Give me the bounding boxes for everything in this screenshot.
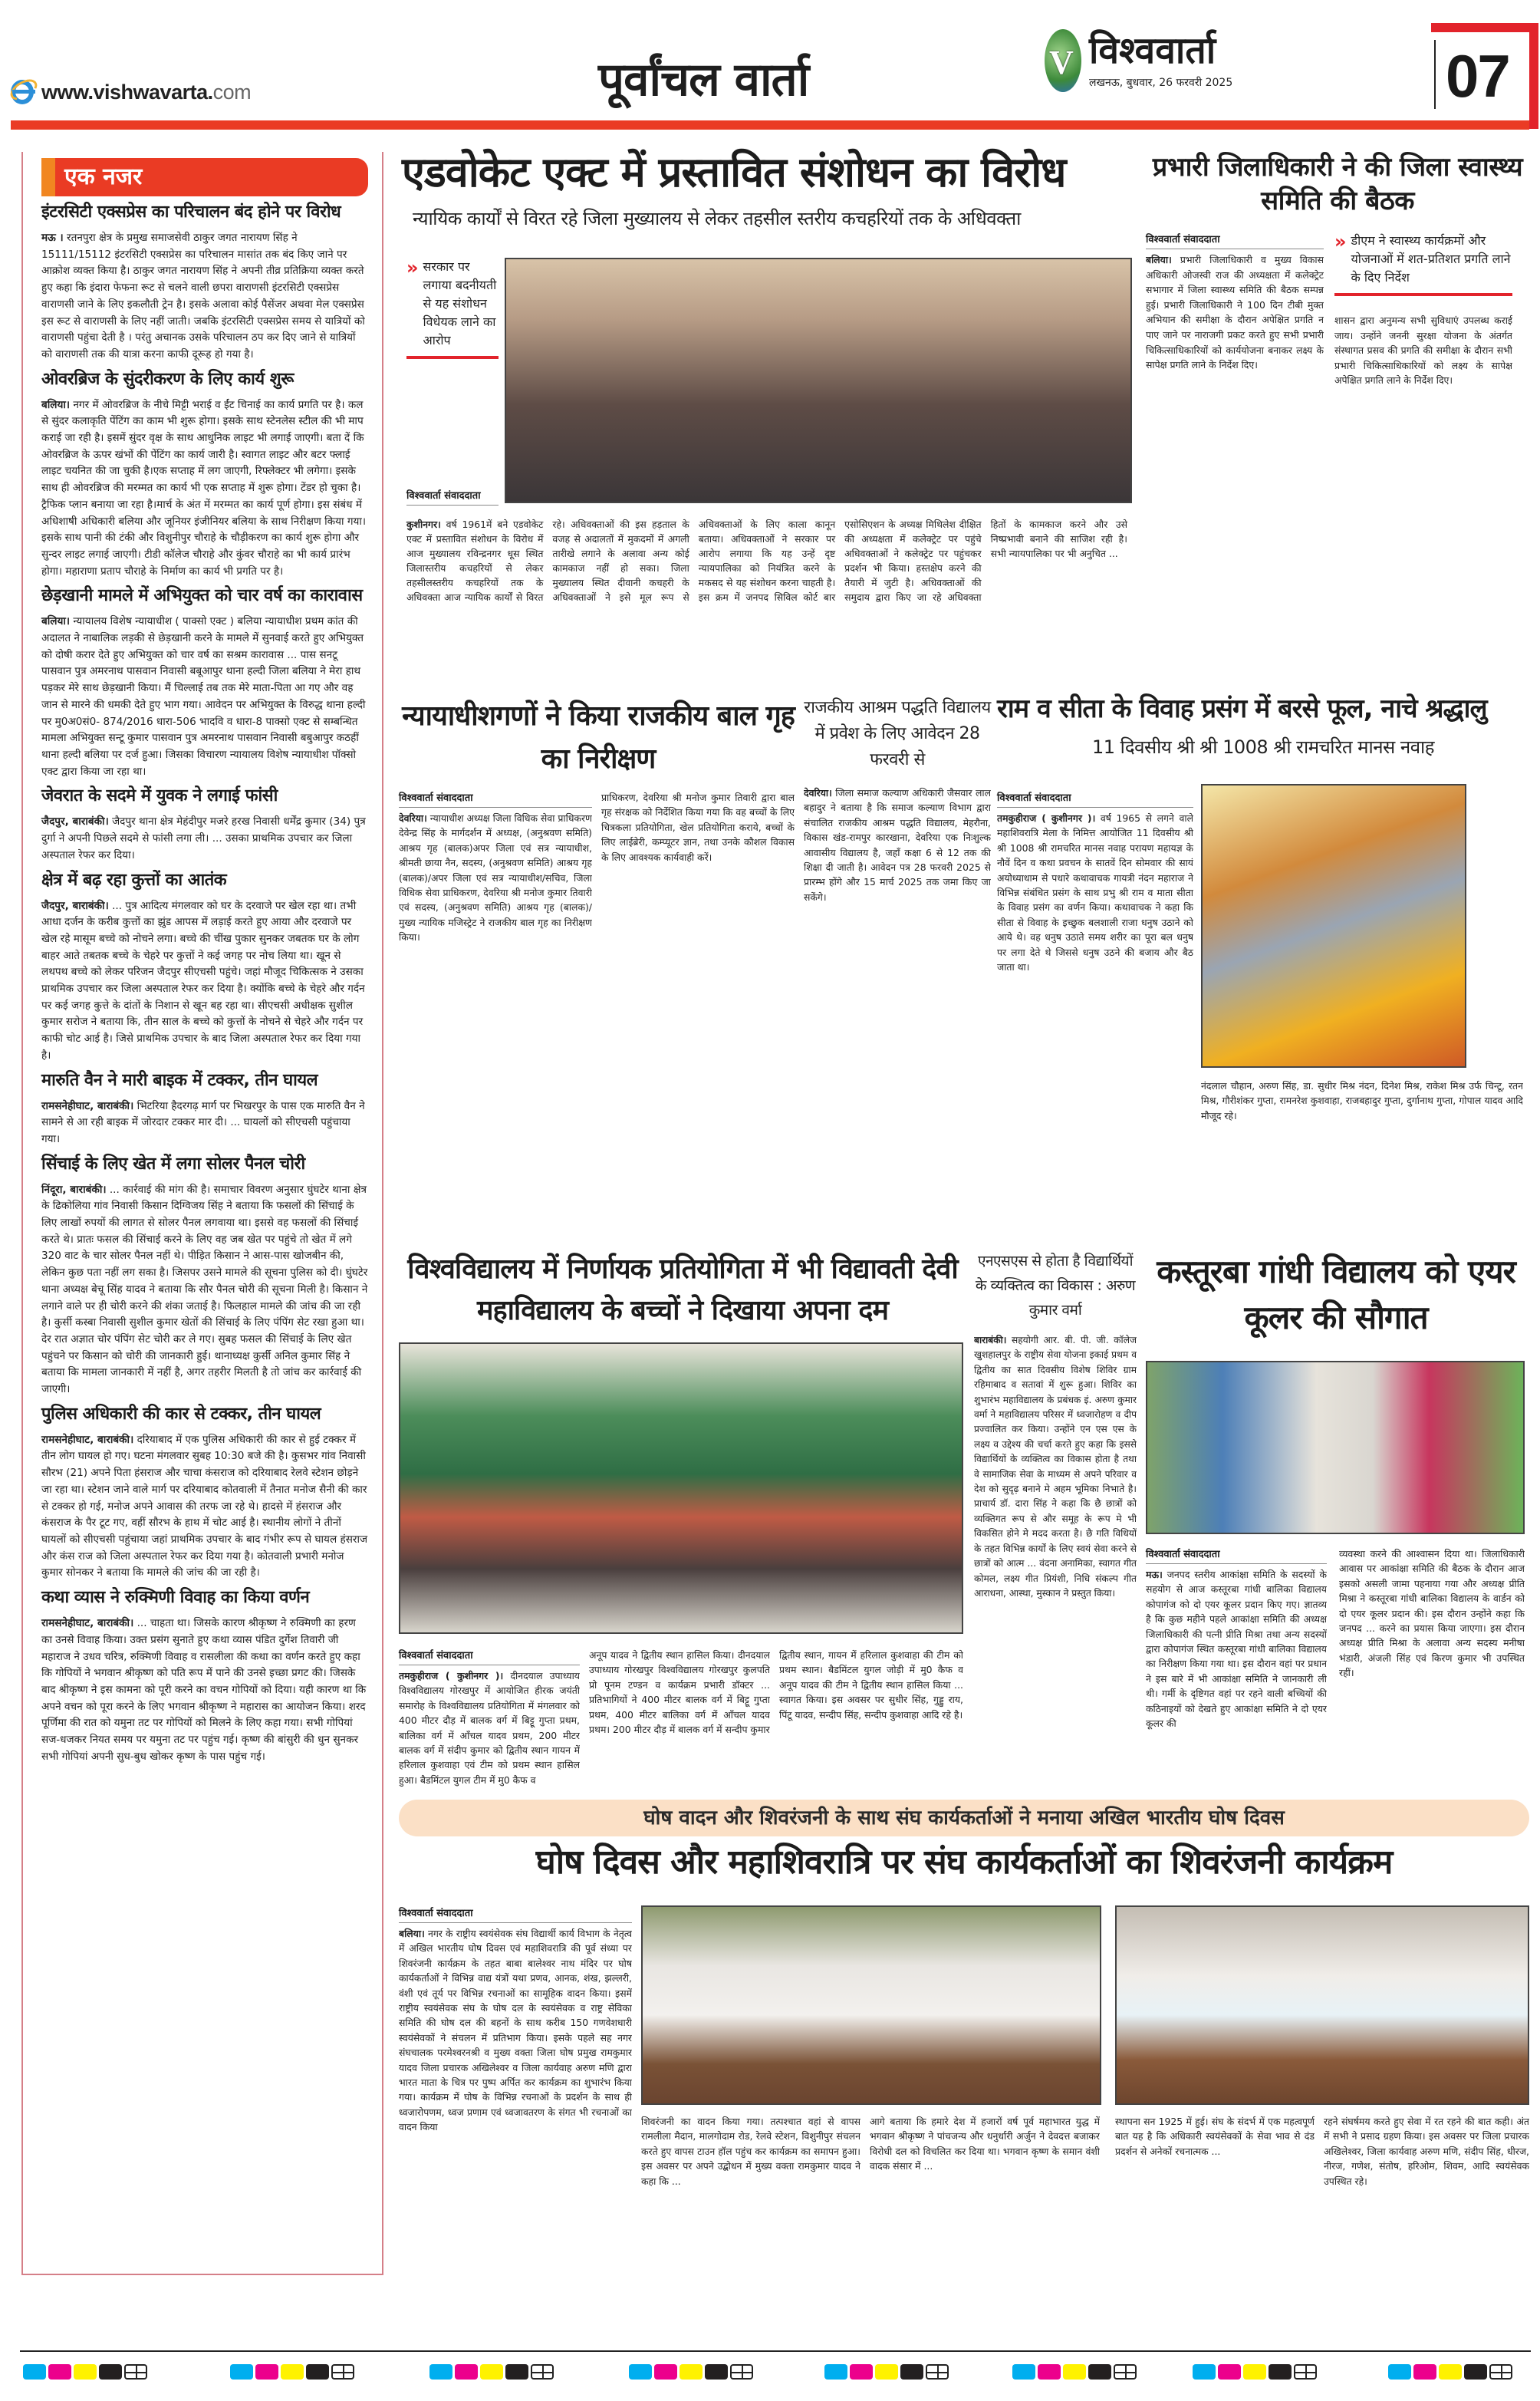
site-url-text[interactable]: www.vishwavarta.com [41, 80, 252, 104]
lead-sidebar [406, 258, 499, 359]
brief-body: जैदपुर, बाराबंकी। ... पुत्र आदित्य मंगलवार को घर के दरवाजे पर खेल रहा था। तभी आधा दर्जन के करीब कुत्तों का झुंड आपस में लड़ाई करते हुए आया और दरवाजे पर खेल रहे मासूम बच्चे को नोचने लगा। बच्चे की चींख पुकार सुनकर जबतक घर के लोग बाहर आते तबतक बच्चे के चेहरे पर कुत्तों ने कई जगह पर नोच लिया था। खून से लथपथ बच्चे को लेकर परिजन जैदपुर सीएचसी पहुंचे। जहां मौजूद चिकित्सक ने उसका प्राथमिक उपचार कर जिला अस्पताल रेफर कर दिया है। क्योंकि बच्चे के चेहरे और गर्दन पर कई जगह कुत्ते के दांतों के निशान से खून बह रहा था। सीएचसी अधीक्षक सुशील कुमार सरोज ने बताया कि, तीन साल के बच्चे को कुत्तों के नोचने से चेहरे और गर्दन पर काफी चोट आई है। जिसे प्राथमिक उपचार के बाद जिला अस्पताल रेफर कर दिया गया है। [41, 899, 365, 1062]
cmyk-swatch [1038, 2364, 1061, 2380]
cmyk-swatch [1243, 2364, 1266, 2380]
brief-headline: क्षेत्र में बढ़ रहा कुत्तों का आतंक [41, 870, 227, 890]
byline: विश्ववार्ता संवाददाता [399, 1648, 580, 1665]
brief-story [41, 869, 368, 1065]
health-headline: प्रभारी जिलाधिकारी ने की जिला स्वास्थ्य समिति की बैठक [1152, 152, 1523, 216]
cmyk-swatch [705, 2364, 728, 2380]
ghosh-banner: घोष वादन और शिवरंजनी के साथ संघ कार्यकर्ताओं ने मनाया अखिल भारतीय घोष दिवस [399, 1800, 1529, 1836]
cmyk-swatch [1269, 2364, 1292, 2380]
brief-headline: सिंचाई के लिए खेत में लगा सोलर पैनल चोरी [41, 1154, 305, 1174]
ashram-body: देवरिया। जिला समाज कल्याण अधिकारी जैसवार लाल बहादुर ने बताया है कि समाज कल्याण विभाग द्वारा संचालित राजकीय आश्रम पद्धति विद्यालय, मेहरौना, विकास खंड-रामपुर कारखाना, देवरिया एक निःशुल्क आवासीय विद्यालय है, जहाँ कक्षा 6 से 12 तक की शिक्षा दी जाती है। आवेदन पत्र 28 फरवरी 2025 से प्रारम्भ होंगे और 15 मार्च 2025 तक जमा किए जा सकेंगे। [804, 787, 991, 903]
cmyk-swatch [281, 2364, 304, 2380]
cmyk-swatch [230, 2364, 253, 2380]
brief-story [41, 201, 368, 364]
ghosh-story [399, 1844, 1529, 2343]
globe-logo-icon: V [1045, 29, 1081, 92]
brief-headline: इंटरसिटी एक्सप्रेस का परिचालन बंद होने पर विरोध [41, 203, 341, 222]
university-headline: विश्वविद्यालय में निर्णायक प्रतियोगिता में भी विद्यावती देवी महाविद्यालय के बच्चों ने दिखाया अपना दम [407, 1253, 958, 1326]
ghosh-body: बलिया। नगर के राष्ट्रीय स्वयंसेवक संघ विद्यार्थी कार्य विभाग के नेतृत्व में अखिल भारतीय घोष दिवस एवं महाशिवरात्रि की पूर्व संध्या पर शिवरंजनी कार्यक्रम के तहत बाबा बालेश्वर नाथ मंदिर पर घोष कार्यकर्ताओं ने विभिन्न वाद्य यंत्रों यथा प्रणव, आनक, शंख, झल्लरी, वंशी एवं तूर्य पर विभिन्न रचनाओं का सामूहिक वादन किया। इसमें राष्ट्रीय स्वयंसेवक संघ के घोष दल के स्वयंसेवक व राष्ट्र सेविका समिति की घोष दल की बहनों के साथ करीब 150 गणवेशधारी स्वयंसेवकों ने संचलन में प्रतिभाग किया। इसके पहले सह नगर संघचालक परमेश्वरनश्री व मुख्य वक्ता जिला घोष प्रमुख रामकुमार यादव जिला प्रचारक अखिलेश्वर व जिला कार्यवाह अरुण मणि द्वारा भारत माता के चित्र पर पुष्प अर्पित कर कार्यक्रम का शुभारंभ किया गया। कार्यक्रम में घोष के विभिन्न रचनाओं के प्रदर्शन के साथ ही ध्वजारोपणम, ध्वज प्रणाम एवं ध्वजावतरण के संगत भी रचनाओं का वादन किया [399, 1928, 632, 2133]
chevron-quote-icon: » [406, 257, 419, 278]
cmyk-swatch [255, 2364, 278, 2380]
brief-headline: जेवरात के सदमे में युवक ने लगाई फांसी [41, 786, 278, 806]
cmyk-swatch [505, 2364, 528, 2380]
brief-body: रामसनेहीघाट, बाराबंकी। ... चाहता था। जिसके कारण श्रीकृष्ण ने रुक्मिणी का हरण का उनसे विवाह किया। उक्त प्रसंग सुनाते हुए कथा व्यास पंडित दुर्गेश तिवारी जी महाराज ने उधव चरित्र, रुक्मिणी विवाह व रासलीला की कथा का वर्णन करते हुए कहा कि गोपियों ने भगवान श्रीकृष्ण को पति रूप में पाने की उनसे इच्छा प्रगट की। जिसके बाद श्रीकृष्ण ने इस कामना को पूरी करने का वचन गोपियों को दिया। यही कारण था कि अपने वचन को पूरा करने के लिए भगवान श्रीकृष्ण ने महारास का आयोजन किया। शरद पूर्णिमा की रात को यमुना तट पर गोपियों को मिलने के लिए कहा गया। सभी गोपियां सज-धजकर नियत समय पर यमुना तट पर पहुंच गई। कृष्ण की बांसुरी की धुन सुनकर सभी गोपियां अपनी सुध-बुध खोकर कृष्ण के पास पहुंच गई। [41, 1617, 367, 1763]
brief-story [41, 785, 368, 864]
university-col-1 [399, 1648, 580, 1799]
brief-body: जैदपुर, बाराबंकी। जैदपुर थाना क्षेत्र मेहंदीपुर मजरे हरख निवासी धर्मेंद्र कुमार (34) पुत्र दुर्गा ने अपनी पिछले सदमे से फांसी लगा ली। ... उसका प्राथमिक उपचार कर जिला अस्पताल रेफर कर दिया। [41, 815, 366, 861]
brief-headline: पुलिस अधिकारी की कार से टक्कर, तीन घायल [41, 1404, 321, 1424]
brief-headline: ओवरब्रिज के सुंदरीकरण के लिए कार्य शुरू [41, 369, 294, 389]
cmyk-swatch [306, 2364, 329, 2380]
chevron-quote-icon: » [1334, 231, 1347, 252]
cmyk-swatch [1413, 2364, 1436, 2380]
university-body: तमकुहीराज ( कुशीनगर )। दीनदयाल उपाध्याय विश्वविद्यालय गोरखपुर में आयोजित हीरक जयंती समारोह के विश्वविद्यालय प्रतियोगिता में मंगलवार को 400 मीटर दौड़ में बालक वर्ग में बिट्टू गुप्ता प्रथम, बालिका वर्ग में आँचल यादव प्रथम, 200 मीटर बालक वर्ग में संदीप कुमार को द्वितीय स्थान गायन में हरिलाल कुशवाहा एवं टीम को प्रथम स्थान हासिल हुआ। बैडमिंटल युगल टीम में मु0 कैफ व [399, 1670, 580, 1786]
judges-col-1 [399, 790, 592, 1240]
cmyk-swatch [74, 2364, 97, 2380]
cmyk-swatch [900, 2364, 923, 2380]
ashram-headline: राजकीय आश्रम पद्धति विद्यालय में प्रवेश के लिए आवेदन 28 फरवरी से [804, 698, 991, 769]
registration-crosshair-icon [926, 2364, 949, 2380]
health-story [1146, 150, 1529, 680]
judges-story [399, 695, 798, 1240]
cmyk-strip [629, 2364, 753, 2380]
cmyk-swatch [1218, 2364, 1241, 2380]
ghosh-body-cont-2: आगे बताया कि हमारे देश में हजारों वर्ष पूर्व महाभारत युद्ध में भगवान श्रीकृष्ण ने पांचजन्य और धनुर्धारी अर्जुन ने देवदत्त बजाकर विरोधी दल को विचलित कर दिया था। भगवान कृष्ण के समान वंशी वादक संसार में ... [870, 2116, 1100, 2172]
cmyk-swatch [1088, 2364, 1111, 2380]
rss-band-drums-photo [1115, 1905, 1529, 2105]
health-body: बलिया। प्रभारी जिलाधिकारी व मुख्य विकास अधिकारी ओजस्वी राज की अध्यक्षता में कलेक्ट्रेट सभागार में जिला स्वास्थ्य समिति की बैठक सम्पन्न हुई। प्रभारी जिलाधिकारी ने 100 दिन टीबी मुक्त अभियान की समीक्षा के दौरान अपेक्षित प्रगति न पाए जाने पर नाराजगी प्रकट करते हुए सभी प्रभारी चिकित्साधिकारियों को कार्ययोजना बनाकर लक्ष्य के सापेक्ष प्रगति लाने के निर्देश दिए। [1146, 254, 1324, 371]
brief-body: रामसनेहीघाट, बाराबंकी। भिटरिया हैदरगढ़ मार्ग पर भिखरपुर के पास एक मारुति वैन ने सामने से आ रही बाइक में जोरदार टक्कर मार दी। ... घायलों को सीएचसी पहुंचाया गया। [41, 1099, 365, 1145]
masthead-rule [11, 120, 1529, 130]
cmyk-swatch [1464, 2364, 1487, 2380]
cmyk-strip [429, 2364, 554, 2380]
advocates-protest-photo [505, 258, 1132, 503]
kasturba-body-cont: व्यवस्था करने की आश्वासन दिया था। जिलाधिकारी आवास पर आकांक्षा समिति की बैठक के दौरान आज इसको असली जामा पहनाया गया और अध्यक्ष प्रीति मिश्रा ने कस्तूरबा गांधी बालिका विद्यालय के वार्डन को दो एयर कूलर प्रदान की। इस दौरान उन्होंने कहा कि जनपद ... करने का प्रयास किया जाएगा। इस दौरान अध्यक्ष प्रीति मिश्रा के अलावा अन्य सदस्य मनीषा भंडारी, अंजली सिंह एवं किरण कुमार भी उपस्थित रहीं। [1339, 1548, 1525, 1679]
cmyk-swatch [48, 2364, 71, 2380]
pull-quote: » सरकार पर लगाया बदनीयती से यह संशोधन विधेयक लाने का आरोप [406, 258, 499, 350]
cmyk-swatch [1193, 2364, 1216, 2380]
kasturba-story [1143, 1249, 1529, 1786]
brief-story [41, 1586, 368, 1765]
byline: विश्ववार्ता संवाददाता [399, 790, 592, 808]
ek-nazar-column [21, 152, 383, 2275]
ram-sita-body: तमकुहीराज ( कुशीनगर )। वर्ष 1965 से लगने वाले महाशिवरात्रि मेला के निमित्त आयोजित 11 दिवसीय श्री श्री 1008 श्री रामचरित मानस नवाह परायण महायज्ञ के नौवें दिन व कथा प्रवचन के सातवें दिन सोमवार की सायं अयोध्याधाम से पधारे कथावाचक गायत्री नंदन महाराज ने विभिन्न संबंधित प्रसंग के साथ प्रभु श्री राम व माता सीता के विवाह प्रसंग का वर्णन किया। कथावाचक ने कहा कि सीता से विवाह के इच्छुक बलशाली राजा धनुष उठाने को आये थे। वह धनुष उठाते समय शरीर का पूरा बल धनुष पर लगा देते थे जिससे धनुष उठने की बजाय और बैठ जाता था। [997, 812, 1193, 973]
registration-crosshair-icon [730, 2364, 753, 2380]
cmyk-strip [230, 2364, 354, 2380]
rss-band-flute-photo [641, 1905, 1101, 2105]
ghosh-body-cont-3: स्थापना सन 1925 में हुई। संघ के संदर्भ में एक महत्वपूर्ण बात यह है कि अधिकारी स्वयंसेवकों के सेवा भाव से दंड प्रदर्शन से अनेकों रचनात्मक ... [1115, 2116, 1315, 2157]
ie-browser-icon [11, 80, 34, 104]
health-right [1334, 232, 1512, 650]
judges-body-cont: प्राधिकरण, देवरिया श्री मनोज कुमार तिवारी द्वारा बाल गृह संरक्षक को निर्देशित किया गया कि वह बच्चों के लिए चित्रकला प्रतियोगिता, खेल प्रतियोगिता कराये, बच्चों के लिए लाईब्रेरी, कम्प्यूटर ज्ञान, तथा उनके कौशल विकास के लिए आवश्यक कार्यवाही करें। [601, 792, 795, 863]
cmyk-swatch [875, 2364, 898, 2380]
ram-sita-story [997, 695, 1529, 1240]
nss-story [974, 1249, 1137, 1786]
ghosh-col-1 [399, 1905, 632, 2356]
health-left [1146, 232, 1324, 682]
ghosh-headline: घोष दिवस और महाशिवरात्रि पर संघ कार्यकर्ताओं का शिवरंजनी कार्यक्रम [535, 1843, 1393, 1882]
site-url[interactable] [11, 80, 251, 104]
pull-quote: » डीएम ने स्वास्थ्य कार्यक्रमों और योजनाओं में शत-प्रतिशत प्रगति लाने के दिए निर्देश [1334, 232, 1512, 287]
page-number: 07 [1446, 42, 1509, 110]
cmyk-swatch [1012, 2364, 1035, 2380]
section-title: पूर्वांचल वार्ता [598, 53, 809, 107]
footer-rule [20, 2350, 1531, 2352]
cmyk-swatch [1439, 2364, 1462, 2380]
registration-crosshair-icon [124, 2364, 147, 2380]
cmyk-swatch [680, 2364, 703, 2380]
cmyk-swatch [824, 2364, 847, 2380]
cmyk-swatch [480, 2364, 503, 2380]
brand [1045, 29, 1232, 92]
ram-sita-body-cont: नंदलाल चौहान, अरुण सिंह, डा. सुधीर मिश्र नंदन, दिनेश मिश्र, राकेश मिश्र उर्फ चिन्टू, रतन मिश्र, गौरीशंकर गुप्ता, रामनरेश कुशवाहा, राजबहादुर गुप्ता, दुर्गानाथ गुप्ता, गोपाल यादव आदि मौजूद रहे। [1201, 1080, 1523, 1121]
registration-crosshair-icon [531, 2364, 554, 2380]
judges-headline: न्यायाधीशगणों ने किया राजकीय बाल गृह का निरीक्षण [402, 700, 795, 775]
cmyk-strip [1012, 2364, 1137, 2380]
university-body-cont-2: द्वितीय स्थान, गायन में हरिलाल कुशवाहा की टीम को प्रथम स्थान। बैडमिंटल युगल जोड़ी में मु0 कैफ व अनूप यादव की टीम ने द्वितीय स्थान हासिल किया ... स्वागत किया। इस अवसर पर सुधीर सिंह, गुड्डु राय, पिंटू यादव, सन्दीप सिंह, सन्दीप कुशवाहा आदि रहे है। [779, 1649, 963, 1721]
cmyk-swatch [99, 2364, 122, 2380]
brief-story [41, 1069, 368, 1148]
registration-crosshair-icon [1294, 2364, 1317, 2380]
lead-story [399, 150, 1135, 680]
brief-story [41, 585, 368, 780]
byline: विश्ववार्ता संवाददाता [1146, 1546, 1327, 1564]
cmyk-swatch [850, 2364, 873, 2380]
brief-body: बलिया। नगर में ओवरब्रिज के नीचे मिट्टी भराई व ईंट चिनाई का कार्य प्रगति पर है। कल से सुंदर कलाकृति पेंटिंग का काम भी शुरू होगा। इसके साथ स्टेनलेस स्टील की भी माप कराई जा रही है। इसमें सुंदर वृक्ष के साथ आधुनिक लाइट भी लगाई जाएगी। बता दें कि ओवरब्रिज के ऊपर खंभों की पेंटिंग का कार्य जारी है। स्वागत लाइट और बटर फ्लाई लाइट चयनित की जा चुकी है।एक सप्ताह में लग जाएगी, रिफ्लेक्टर भी लगेगा। इसके साथ ही ओवरब्रिज की मरम्मत का कार्य भी एक सप्ताह में शुरू होगा। टेंडर हो चुका है। ट्रैफिक प्लान बनाया जा रहा है।मार्च के अंत में मरम्मत का कार्य पूर्ण होगा। इस संबंध में अधिशाषी अधिकारी बलिया और जूनियर इंजीनियर बलिया के साथ निरीक्षण किया गया। इसके साथ पानी की टंकी और विशुनीपुर चौराहे के चौड़ीकरण का कार्य शुरू होगा और सुन्दर लाइट लगाई जाएगी। टीडी कॉलेज चौराहे और कुंवर चौराहे का भी कार्य प्रारंभ होगा। महाराणा प्रताप चौराहे के निर्माण का कार्य भी प्रगति पर है। [41, 398, 367, 578]
cmyk-swatch [429, 2364, 452, 2380]
section-label: एक नजर [41, 158, 368, 196]
byline: विश्ववार्ता संवाददाता [399, 1905, 632, 1923]
cmyk-swatch [1063, 2364, 1086, 2380]
cmyk-swatch [23, 2364, 46, 2380]
cmyk-strip [1193, 2364, 1317, 2380]
ram-sita-col [997, 790, 1193, 1240]
brief-body: रामसनेहीघाट, बाराबंकी। दरियाबाद में एक पुलिस अधिकारी की कार से हुई टक्कर में तीन लोग घायल हो गए। घटना मंगलवार सुबह 10:30 बजे की है। कुसभर गांव निवासी सौरभ (21) अपने पिता हंसराज और चाचा कंसराज को दरियाबाद रेलवे स्टेशन छोड़ने जा रहा था। स्टेशन जाने वाले मार्ग पर दरियाबाद कोतवाली में तैनात मनोज सैनी की कार से टक्कर हो गई, मनोज अपने आवास की तरफ जा रहे थे। हादसे में हंसराज और कंसराज के पैर टूट गए, वहीं सौरभ के हाथ में चोट आई है। स्थानीय लोगों ने तीनों घायलों को सीएचसी पहुंचाया जहां प्राथमिक उपचार के बाद गंभीर रूप से घायल हंसराज और कंस राज को जिला अस्पताल रेफर कर दिया गया है। कोतवाली प्रभारी मनोज कुमार सोनकर ने बताया कि मामले की जांच की जा रही है। [41, 1433, 368, 1579]
kasturba-body: मऊ। जनपद स्तरीय आकांक्षा समिति के सदस्यों के सहयोग से आज कस्तूरबा गांधी बालिका विद्यालय कोपागंज को दो एयर कूलर प्रदान किए गए। ज्ञातव्य है कि कुछ महीने पहले आकांक्षा समिति की अध्यक्ष जिलाधिकारी की पत्नी प्रीति मिश्रा तथा अन्य सदस्यों द्वारा कोपागंज स्थित कस्तूरबा गांधी बालिका विद्यालय का निरीक्षण किया गया था। इस दौरान वहां पर प्रधान ने इस बारे में भी आकांक्षा समिति ने जानकारी ली थी। गर्मी के दृष्टिगत वहां पर रहने वाली बच्चियों की कठिनाइयों को देखते हुए आकांक्षा समिति ने दो एयर कूलर की [1146, 1569, 1327, 1730]
cmyk-swatch [629, 2364, 652, 2380]
lead-byline-block [406, 488, 499, 509]
lead-headline: एडवोकेट एक्ट में प्रस्तावित संशोधन का विरोध [402, 148, 1066, 196]
judges-body: देवरिया। न्यायाधीश अध्यक्ष जिला विधिक सेवा प्राधिकरण देवेन्द्र सिंह के मार्गदर्शन में अध्यक्ष, (अनुश्रवण समिति) आश्रय गृह (बालक)अपर जिला एवं सत्र न्यायाधीश, श्रीमती छाया नैन, सदस्य, (अनुश्रवण समिति) आश्रय गृह (बालक)/अपर जिला एवं सत्र न्यायाधीश/सचिव, जिला विधिक सेवा प्राधिकरण, देवरिया श्री मनोज कुमार तिवारी एवं सदस्य, (अनुश्रवण समिति) आश्रय गृह (बालक)/मुख्य न्यायिक मजिस्ट्रेट ने राजकीय बाल गृह का निरीक्षण किया। [399, 812, 592, 944]
brief-headline: कथा व्यास ने रुक्मिणी विवाह का किया वर्णन [41, 1588, 310, 1608]
brief-story [41, 1403, 368, 1582]
brief-body: बलिया। न्यायालय विशेष न्यायाधीश ( पाक्सो एक्ट ) बलिया न्यायाधीश प्रथम कांत की अदालत ने नाबालिक लड़की से छेड़खानी करने के मामले में सुनवाई करते हुए अभियुक्त को दोषी करार देते हुए अभियुक्त को चार वर्ष का सश्रम कारावास ... पास सनटू पासवान पुत्र अमरनाथ पासवान निवासी बबूआपुर थाना हल्दी जिला बलिया ने मेरा हाथ पड़कर मेरे साथ छेड़खानी किया। मैं चिल्लाई तब तक मेरे माता-पिता आ गए और वह जान से मारने की धमकी देते हुए भाग गया। आवेदन पर अभियुक्त के विरुद्ध थाना हल्दी पर मु0अ0सं0- 874/2016 धारा-506 भादवि व धारा-8 पाक्सो एक्ट से सम्बन्धित मामला अभियुक्त सन्टू कुमार पासवान पुत्र अमरनाथ पासवान निवासी बबुआपुर कठहीं थाना हल्दी बलिया पर दर्ज हुआ। जिसका विचारण न्यायालय विशेष न्यायाधीश पॉक्सो एक्ट द्वारा किया जा रहा था। [41, 615, 366, 778]
pull-quote-rule [1334, 293, 1512, 296]
nss-body: बाराबंकी। सहयोगी आर. बी. पी. जी. कॉलेज खुशहालपुर के राष्ट्रीय सेवा योजना इकाई प्रथम व द्वितीय का सात दिवसीय विशेष शिविर ग्राम रहिमाबाद व सतावां में शुरू हुआ। शिविर का शुभारंभ महाविद्यालय के प्रबंधक इं. अरुण कुमार वर्मा ने महाविद्यालय परिसर में ध्वजारोहण व दीप प्रज्वालित कर किया। उन्होंने एन एस एस के लक्ष्य व उद्देश्य की चर्चा करते हुए कहा कि इससे विद्यार्थियों के व्यक्तित्व का विकास होता है तथा वे सामाजिक सेवा के माध्यम से अपने परिवार व देश को सुदृढ़ बनाने मे अहम भूमिका निभाते है। प्राचार्य डॉ. दारा सिंह ने कहा कि छै छात्रों को व्यक्तिगत रूप से और समूह के रूप मे भी विकसित होने मे मदद करता है। छै गति विधियों के तहत विभिन्न कार्यों के लिए स्वयं सेवा करने से छात्रों को आत्म ... वंदना अनामिका, स्वागत गीत कोमल, लक्ष्य गीत प्रियंशी, निधि संकल्प गीत आराधना, आस्था, मुस्कान ने प्रस्तुत किया। [974, 1335, 1137, 1599]
brief-story [41, 368, 368, 581]
ram-sita-subheadline: 11 दिवसीय श्री श्री 1008 श्री रामचरित मानस नवाह [1091, 736, 1434, 758]
air-cooler-handover-photo [1146, 1361, 1525, 1534]
students-group-photo [399, 1342, 963, 1634]
ghosh-body-cont: शिवरंजनी का वादन किया गया। तत्पश्चात वहां से वापस रामलीला मैदान, मालगोदाम रोड, रेलवे स्टेशन, विशुनीपुर संचलन करते हुए वापस टाउन हॉल पहुंच कर कार्यक्रम का समापन हुआ। इस अवसर पर अपने उद्बोधन में मुख्य वक्ता रामकुमार यादव ने कहा कि ... [641, 2116, 860, 2187]
registration-crosshair-icon [1489, 2364, 1512, 2380]
ghosh-body-cont-4: रहने संघर्षमय करते हुए सेवा में रत रहने की बात कही। अंत में सभी ने प्रसाद ग्रहण किया। इस अवसर पर जिला प्रचारक अखिलेश्वर, जिला कार्यवाह अरुण मणि, संदीप सिंह, धीरज, नीरज, गणेश, संतोष, हरिओम, शिवम, आदि स्वयंसेवक उपस्थित रहे। [1324, 2116, 1529, 2187]
cmyk-swatch [654, 2364, 677, 2380]
pull-quote-rule [406, 356, 499, 359]
university-body-cont: अनूप यादव ने द्वितीय स्थान हासिल किया। दीनदयाल उपाध्याय गोरखपुर विश्वविद्यालय गोरखपुर कुलपति प्रो पूनम टण्डन व कार्यक्रम प्रभारी डॉक्टर ... प्रतिभागियों ने 400 मीटर बालक वर्ग में बिट्टू गुप्ता प्रथम, 400 मीटर बालिका वर्ग में आँचल यादव प्रथम। 200 मीटर दौड़ में बालक वर्ग में सन्दीप कुमार [589, 1649, 770, 1736]
brief-body: मऊ । रतनपुरा क्षेत्र के प्रमुख समाजसेवी ठाकुर जगत नारायण सिंह ने 15111/15112 इंटरसिटी एक्सप्रेस का परिचालन मासांत तक बंद किए जाने पर आक्रोश व्यक्त किया है। ठाकुर जगत नारायण सिंह ने अपनी तीव्र प्रतिक्रिया व्यक्त करते हुए कहा कि इंदारा फेफना रूट से चलने वाली छपरा वाराणसी इंटरसिटी एक्सप्रेस वाराणसी जाने के लिए इकलौती ट्रेन है। इसके अलावा कोई पैसेंजर अथवा मेल एक्सप्रेस इस रूट से वाराणसी के लिए नहीं जाती। जबकि इंटरसिटी एक्सप्रेस समय से यात्रियों को वाराणसी पहुंचा देती है । परंतु अचानक उसके परिचालन ठप कर दिए जाने से यात्रियों को वाराणसी तक की यात्रा करना काफी दूरूह हो गया है। [41, 232, 365, 361]
registration-crosshair-icon [331, 2364, 354, 2380]
byline: विश्ववार्ता संवाददाता [1146, 232, 1324, 249]
ram-sita-headline: राम व सीता के विवाह प्रसंग में बरसे फूल, नाचे श्रद्धालु [997, 693, 1487, 724]
cmyk-swatch [455, 2364, 478, 2380]
brief-story [41, 1153, 368, 1398]
brand-name: विश्ववार्ता [1089, 28, 1216, 72]
cmyk-strip [23, 2364, 147, 2380]
brief-body: निंदूरा, बाराबंकी। ... कार्रवाई की मांग की है। समाचार विवरण अनुसार घुंघटेर थाना क्षेत्र के ढिकोलिया गांव निवासी किसान दिग्विजय सिंह ने बताया कि फसलों की सिंचाई के लिए लाखों रुपयों की लागत से सोलर पैनल लगवाया था। इससे वह फसलों की सिंचाई करते थे। प्रातः फसल की सिंचाई करने के लिए वह जब खेत पर पहुंचे तो खेत में लगे 320 वाट के चार सोलर पैनल नहीं थे। पीड़ित किसान ने आस-पास खोजबीन की, लेकिन कुछ पता नहीं लग सका है। जिसपर उसने मामले की सूचना पुलिस को दी। घुंघटेर थाना अध्यक्ष बेचू सिंह यादव ने बताया कि सौर पैनल चोरी की सूचना मिली है। किसान ने लगाने वाले पर ही चोरी करने की शंका जताई है। फिलहाल मामले की जांच की जा रही है। कुर्सी कस्बा निवासी सुशील कुमार खेतों की सिंचाई के लिए पंपिंग सेट रखा हुआ था। देर रात अज्ञात चोर पंपिंग सेट चोरी कर ले गए। सुबह फसल की सिंचाई के लिए खेत पहुंचने पर किसान को चोरी की जानकारी हुई। थानाध्यक्ष कुर्सी अनिल कुमार सिंह ने बताया कि मामला जानकारी में नहीं है, अगर तहरीर मिलती है तो जांच कर कार्रवाई की जाएगी। [41, 1183, 368, 1396]
ashram-story [804, 695, 991, 1240]
cmyk-strip [1388, 2364, 1512, 2380]
lead-subheadline: न्यायिक कार्यों से विरत रहे जिला मुख्यालय से लेकर तहसील स्तरीय कचहरियों तक के अधिवक्ता [413, 208, 1021, 230]
health-body-cont: शासन द्वारा अनुमन्य सभी सुविधाएं उपलब्ध कराई जाय। उन्होंने जननी सुरक्षा योजना के अंतर्गत संस्थागत प्रसव की प्रगति की समीक्षा के दौरान सभी प्रभारी चिकित्साधिकारियों को लक्ष्य के सापेक्ष अपेक्षित प्रगति लाने के निर्देश दिए। [1334, 315, 1512, 387]
kasturba-headline: कस्तूरबा गांधी विद्यालय को एयर कूलर की सौगात [1157, 1253, 1515, 1336]
registration-crosshair-icon [1114, 2364, 1137, 2380]
cmyk-swatch [1388, 2364, 1411, 2380]
byline: विश्ववार्ता संवाददाता [406, 488, 499, 506]
byline: विश्ववार्ता संवाददाता [997, 790, 1193, 808]
cmyk-strip [824, 2364, 949, 2380]
brief-headline: छेड़खानी मामले में अभियुक्त को चार वर्ष का कारावास [41, 586, 363, 606]
kasturba-col-1 [1146, 1546, 1327, 1790]
page-number-divider [1434, 40, 1436, 109]
brief-headline: मारुति वैन ने मारी बाइक में टक्कर, तीन घायल [41, 1070, 318, 1090]
university-story [399, 1249, 966, 1786]
katha-stage-photo [1201, 784, 1466, 1068]
masthead [0, 0, 1540, 130]
lead-body: कुशीनगर। वर्ष 1961में बने एडवोकेट एक्ट में प्रस्तावित संशोधन के विरोध में आज मुख्यालय रविन्द्रनगर धूस स्थित जिलास्तरीय कचहरियों से लेकर तहसीलस्तरीय कचहरियों तक के अधिवक्ता आज न्यायिक कार्यों से विरत रहे। अधिवक्ताओं की इस हड़ताल के वजह से अदालतों में मुकदमों में अगली तारीखे लगाने के अलावा अन्य कोई कामकाज नहीं हो सका। जिला मुख्यालय स्थित दीवानी कचहरी के अधिवक्ताओं ने इसे मूल रूप से अधिवक्ताओं के लिए काला कानून बताया। अधिवक्ताओं ने सरकार पर आरोप लगाया कि यह उन्हें दृष्ट न्यायपालिका को नियंत्रित करने के मकसद से यह संशोधन करना चाहती है। इस क्रम में जनपद सिविल कोर्ट बार एसोसिएशन के अध्यक्ष मिथिलेश दीक्षित की अध्यक्षता में कलेक्ट्रेट पर पहुंचे अधिवक्ताओं ने कलेक्ट्रेट पर पहुंचकर प्रदर्शन भी किया। हस्तक्षेप करने की तैयारी में जुटी है। अधिवक्ताओं की समुदाय द्वारा किए जा रहे अधिवक्ता हितों के कामकाज करने और उसे निष्प्रभावी बनाने की साजिश रही है। सभी न्यायपालिका पर भी अनुचित ... [406, 519, 1127, 603]
nss-headline: एनएसएस से होता है विद्यार्थियों के व्यक्तित्व का विकास : अरुण कुमार वर्मा [975, 1253, 1136, 1319]
dateline: लखनऊ, बुधवार, 26 फरवरी 2025 [1089, 76, 1233, 89]
